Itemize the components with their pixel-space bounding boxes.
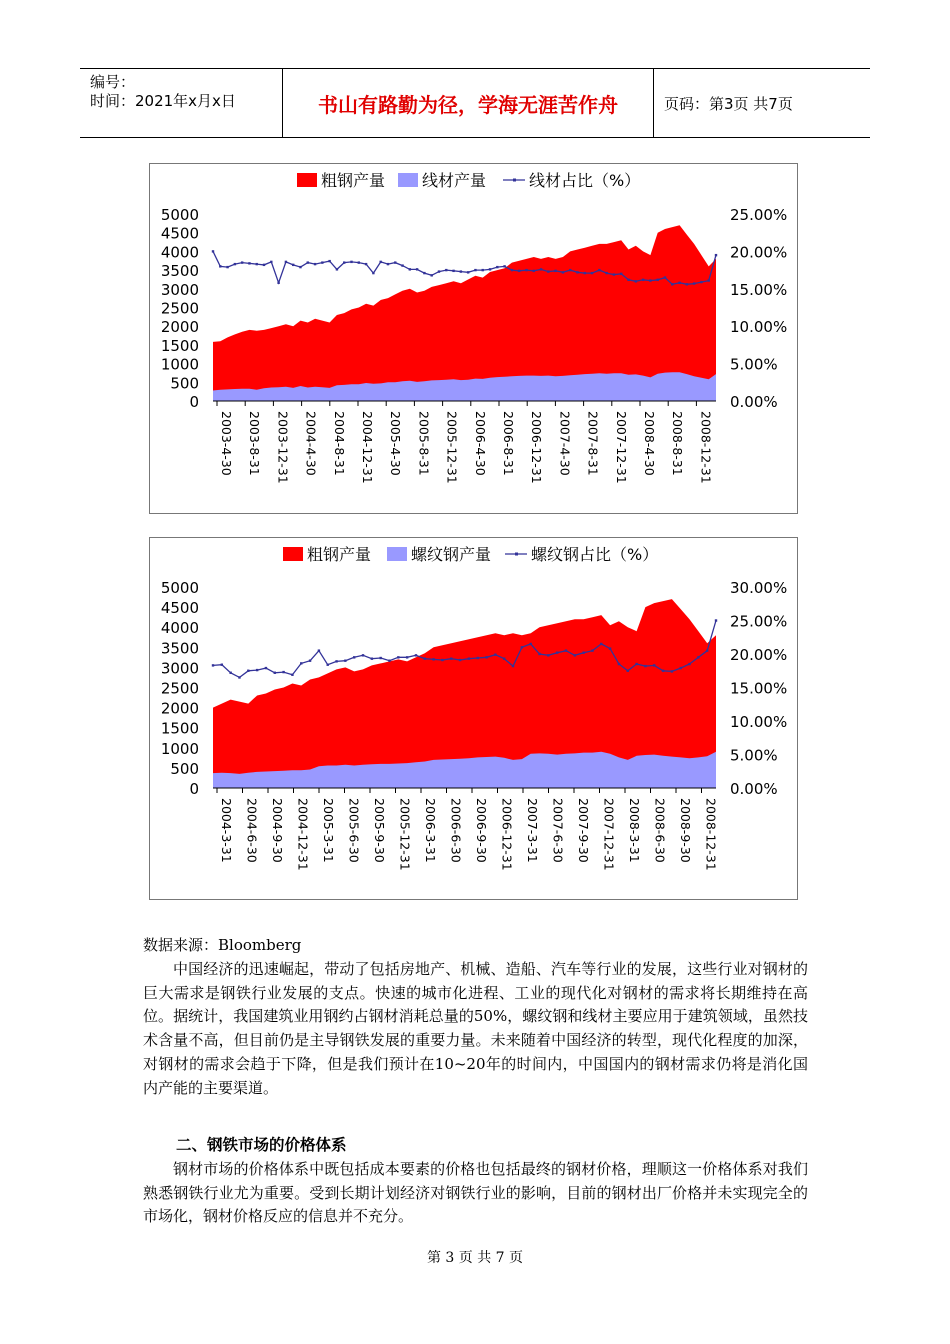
x-tick-label: 2005-12-31: [397, 798, 413, 871]
x-tick-label: 2006-9-30: [474, 798, 489, 863]
left-axis-tick-label: 4000: [160, 619, 199, 638]
share-line-point: [401, 264, 403, 266]
share-line-point: [627, 670, 629, 672]
share-line-point: [291, 674, 293, 676]
legend-label: 螺纹钢产量: [411, 545, 492, 564]
wire-rod-chart: [149, 163, 798, 514]
share-line-point: [247, 670, 249, 672]
left-axis-tick-label: 1500: [160, 336, 199, 355]
share-line-point: [489, 268, 491, 270]
share-line-point: [627, 279, 629, 281]
share-line-point: [415, 654, 417, 656]
paragraph-demand: [143, 958, 808, 1100]
x-tick-label: 2006-6-30: [448, 798, 464, 863]
paragraph-price-text: 钢材市场的价格体系中既包括成本要素的价格也包括最终的钢材价格，理顺这一价格体系对我们熟悉钢铁行业尤为重要。受到长期计划经济对钢铁行业的影响，目前的钢材出厂价格并未实现完全的市场化，钢材价格反应的信息并不充分。: [143, 1160, 808, 1226]
data-source: 数据来源：Bloomberg: [143, 936, 302, 954]
x-tick-label: 2006-8-31: [501, 411, 516, 476]
share-line-point: [277, 282, 279, 284]
share-line-point: [474, 269, 476, 271]
x-tick-label: 2004-4-30: [303, 411, 319, 476]
share-line-point: [441, 659, 443, 661]
legend-swatch-share-marker: [513, 179, 516, 182]
x-tick-label: 2006-4-30: [472, 411, 488, 476]
share-line-point: [256, 669, 258, 671]
share-line-point: [343, 261, 345, 263]
legend-swatch-share-marker: [515, 553, 518, 556]
share-line-point: [662, 670, 664, 672]
paragraph-demand-text: 中国经济的迅速崛起，带动了包括房地产、机械、造船、汽车等行业的发展，这些行业对钢材的巨大需求是钢铁行业发展的支点。快速的城市化进程、工业的现代化对钢材的需求将长期维持在高位。据统计，我国建筑业用钢约占钢材消耗总量的50%，螺纹钢和线材主要应用于建筑领域，虽然技术含量不高，但目前仍是主导钢铁发展的重要力量。未来随着中国经济的转型，现代化程度的加深，对钢材的需求会趋于下降，但是我们预计在10~20年的时间内，中国国内的钢材需求仍将是消化国内产能的主要渠道。: [143, 960, 808, 1097]
share-line-point: [256, 263, 258, 265]
share-line-point: [582, 651, 584, 653]
share-line-point: [409, 268, 411, 270]
share-line-point: [274, 672, 276, 674]
left-axis-tick-label: 1000: [160, 739, 199, 758]
share-line-point: [226, 266, 228, 268]
left-axis-tick-label: 500: [170, 374, 199, 393]
share-line-point: [379, 657, 381, 659]
share-line-point: [576, 271, 578, 273]
x-tick-label: 2004-3-31: [219, 798, 234, 863]
header-meta: [80, 69, 283, 137]
share-line-point: [248, 262, 250, 264]
share-line-point: [467, 271, 469, 273]
share-line-point: [547, 270, 549, 272]
share-line-point: [270, 261, 272, 263]
share-line-point: [485, 656, 487, 658]
share-line-point: [518, 270, 520, 272]
share-line-point: [468, 657, 470, 659]
share-line-point: [358, 261, 360, 263]
x-tick-label: 2003-4-30: [219, 411, 234, 476]
share-line-point: [635, 663, 637, 665]
x-tick-label: 2006-12-31: [499, 798, 515, 871]
x-tick-label: 2003-8-31: [247, 411, 263, 476]
share-line-point: [318, 649, 320, 651]
share-line-point: [394, 261, 396, 263]
right-axis-tick-label: 10.00%: [730, 713, 788, 731]
x-tick-label: 2007-12-31: [601, 798, 617, 871]
share-line-point: [605, 272, 607, 274]
share-line-point: [327, 664, 329, 666]
share-line-point: [574, 654, 576, 656]
left-axis-tick-label: 0: [189, 780, 199, 798]
right-axis-tick-label: 10.00%: [730, 318, 788, 337]
legend-swatch-product: [398, 173, 418, 187]
share-line-point: [372, 272, 374, 274]
x-tick-label: 2004-8-31: [331, 411, 347, 476]
share-line-point: [715, 619, 717, 621]
share-line-point: [406, 656, 408, 658]
left-axis-tick-label: 2000: [160, 318, 199, 337]
share-line-point: [365, 263, 367, 265]
share-line-point: [512, 665, 514, 667]
x-tick-label: 2008-3-31: [627, 798, 642, 863]
share-line-point: [547, 654, 549, 656]
x-tick-label: 2007-9-30: [576, 798, 591, 863]
x-tick-label: 2005-9-30: [372, 798, 387, 863]
share-line-point: [263, 264, 265, 266]
share-line-point: [353, 656, 355, 658]
share-line-point: [644, 665, 646, 667]
share-line-point: [697, 656, 699, 658]
x-tick-label: 2007-8-31: [585, 411, 601, 476]
share-line-point: [432, 658, 434, 660]
legend-swatch-crude-steel: [297, 173, 317, 187]
share-line-point: [565, 649, 567, 651]
left-axis-tick-label: 5000: [160, 579, 199, 597]
share-line-point: [671, 670, 673, 672]
paragraph-price: [143, 1158, 808, 1229]
share-line-point: [371, 657, 373, 659]
legend-label: 线材产量: [422, 171, 487, 190]
share-line-point: [300, 662, 302, 664]
share-line-point: [430, 274, 432, 276]
x-tick-label: 2006-3-31: [423, 798, 438, 863]
share-line-point: [416, 268, 418, 270]
share-line-point: [450, 657, 452, 659]
rebar-chart-svg: [150, 538, 797, 899]
share-line-point: [336, 268, 338, 270]
share-line-point: [241, 261, 243, 263]
right-axis-tick-label: 25.00%: [730, 206, 788, 224]
share-line-point: [265, 667, 267, 669]
share-line-point: [459, 659, 461, 661]
share-line-point: [229, 672, 231, 674]
right-axis-tick-label: 0.00%: [730, 393, 778, 411]
left-axis-tick-label: 5000: [160, 206, 199, 224]
share-line-point: [212, 664, 214, 666]
x-tick-label: 2008-9-30: [678, 798, 693, 863]
share-line-point: [591, 272, 593, 274]
share-line-point: [503, 657, 505, 659]
share-line-point: [344, 660, 346, 662]
share-line-point: [584, 272, 586, 274]
x-tick-label: 2004-12-31: [360, 411, 375, 484]
right-axis-tick-label: 20.00%: [730, 243, 788, 262]
share-line-point: [387, 263, 389, 265]
share-line-point: [482, 269, 484, 271]
share-line-point: [656, 279, 658, 281]
share-line-point: [452, 270, 454, 272]
share-line-point: [600, 643, 602, 645]
x-tick-label: 2007-4-30: [557, 411, 573, 476]
x-tick-label: 2004-9-30: [270, 798, 285, 863]
share-line-point: [423, 272, 425, 274]
left-axis-tick-label: 2500: [160, 299, 199, 318]
right-axis-tick-label: 5.00%: [730, 746, 778, 765]
share-line-point: [700, 281, 702, 283]
share-line-point: [285, 261, 287, 263]
left-axis-tick-label: 0: [189, 393, 199, 411]
share-line-point: [424, 657, 426, 659]
share-line-point: [521, 646, 523, 648]
share-line-point: [562, 271, 564, 273]
share-line-point: [609, 647, 611, 649]
page-footer: 第 3 页 共 7 页: [426, 1250, 524, 1266]
share-line-point: [653, 664, 655, 666]
share-line-point: [379, 261, 381, 263]
x-tick-label: 2004-12-31: [295, 798, 311, 871]
page-header: [80, 68, 870, 138]
share-line-point: [678, 282, 680, 284]
right-axis-tick-label: 30.00%: [730, 579, 788, 597]
x-tick-label: 2003-12-31: [275, 411, 291, 484]
legend-swatch-crude-steel: [283, 547, 303, 561]
share-line-point: [460, 270, 462, 272]
left-axis-tick-label: 4500: [160, 224, 199, 243]
x-tick-label: 2007-12-31: [613, 411, 629, 484]
right-axis-tick-label: 5.00%: [730, 355, 778, 374]
x-tick-label: 2005-12-31: [444, 411, 460, 484]
share-line-point: [693, 282, 695, 284]
share-line-point: [635, 280, 637, 282]
share-line-point: [388, 660, 390, 662]
left-axis-tick-label: 3500: [160, 262, 199, 281]
share-line-point: [335, 660, 337, 662]
right-axis-tick-label: 25.00%: [730, 612, 788, 631]
wire-rod-chart-svg: [150, 164, 797, 513]
x-tick-label: 2005-3-31: [321, 798, 336, 863]
share-line-point: [212, 250, 214, 252]
share-line-point: [591, 649, 593, 651]
left-axis-tick-label: 2000: [160, 699, 199, 718]
share-line-point: [309, 660, 311, 662]
left-axis-tick-label: 1500: [160, 719, 199, 738]
share-line-point: [292, 264, 294, 266]
share-line-point: [554, 270, 556, 272]
x-tick-label: 2007-6-30: [550, 798, 566, 863]
share-line-point: [664, 276, 666, 278]
share-line-point: [350, 261, 352, 263]
share-line-point: [538, 653, 540, 655]
share-line-point: [529, 643, 531, 645]
x-tick-label: 2008-8-31: [670, 411, 686, 476]
share-line-point: [299, 266, 301, 268]
share-line-point: [649, 279, 651, 281]
share-line-point: [569, 269, 571, 271]
share-line-point: [618, 663, 620, 665]
legend-label: 螺纹钢占比（%）: [531, 545, 659, 564]
share-line-point: [496, 266, 498, 268]
legend-label: 粗钢产量: [321, 171, 386, 190]
x-tick-label: 2005-4-30: [388, 411, 404, 476]
share-line-point: [706, 649, 708, 651]
right-axis-tick-label: 20.00%: [730, 646, 788, 664]
share-line-point: [438, 270, 440, 272]
x-tick-label: 2008-4-30: [642, 411, 657, 476]
share-line-point: [642, 279, 644, 281]
share-line-point: [282, 671, 284, 673]
share-line-point: [620, 273, 622, 275]
share-line-point: [688, 663, 690, 665]
legend-label: 线材占比（%）: [529, 171, 641, 190]
share-line-point: [715, 254, 717, 256]
share-line-point: [477, 657, 479, 659]
share-line-point: [494, 653, 496, 655]
right-axis-tick-label: 0.00%: [730, 780, 778, 798]
share-line-point: [556, 651, 558, 653]
share-line-point: [680, 667, 682, 669]
header-page-number: 页码：第3页 共7页: [664, 95, 793, 113]
share-line-point: [221, 664, 223, 666]
left-axis-tick-label: 4000: [160, 243, 199, 262]
share-line-point: [445, 269, 447, 271]
legend-swatch-product: [387, 547, 407, 561]
share-line-point: [321, 261, 323, 263]
x-tick-label: 2005-6-30: [346, 798, 362, 863]
x-tick-label: 2008-6-30: [652, 798, 668, 863]
x-tick-label: 2008-12-31: [703, 798, 719, 871]
x-tick-label: 2008-12-31: [698, 411, 714, 484]
share-line-point: [234, 263, 236, 265]
x-tick-label: 2004-6-30: [244, 798, 260, 863]
share-line-point: [511, 269, 513, 271]
left-axis-tick-label: 500: [170, 759, 199, 778]
share-line-point: [525, 269, 527, 271]
share-line-point: [533, 270, 535, 272]
share-line-point: [238, 676, 240, 678]
share-line-point: [708, 279, 710, 281]
x-tick-label: 2006-12-31: [529, 411, 545, 484]
share-line-point: [671, 283, 673, 285]
share-line-point: [307, 261, 309, 263]
share-line-point: [314, 263, 316, 265]
left-axis-tick-label: 1000: [160, 355, 199, 374]
header-number: 编号：: [90, 73, 136, 91]
header-time: 时间：2021年x月x日: [90, 92, 236, 110]
share-line-point: [397, 656, 399, 658]
share-line-point: [362, 654, 364, 656]
x-tick-label: 2005-8-31: [416, 411, 432, 476]
crude-steel-area-series: [213, 225, 716, 401]
right-axis-tick-label: 15.00%: [730, 280, 788, 299]
share-line-point: [503, 265, 505, 267]
section-title: 二、钢铁市场的价格体系: [176, 1136, 347, 1154]
share-line-point: [328, 260, 330, 262]
left-axis-tick-label: 3500: [160, 639, 199, 658]
left-axis-tick-label: 2500: [160, 679, 199, 698]
share-line-point: [613, 273, 615, 275]
left-axis-tick-label: 4500: [160, 599, 199, 618]
share-line-point: [686, 283, 688, 285]
right-axis-tick-label: 15.00%: [730, 679, 788, 698]
share-line-point: [219, 265, 221, 267]
rebar-chart: [149, 537, 798, 900]
x-tick-label: 2007-3-31: [525, 798, 540, 863]
left-axis-tick-label: 3000: [160, 659, 199, 678]
share-line-point: [540, 268, 542, 270]
header-motto: 书山有路勤为径，学海无涯苦作舟: [283, 69, 654, 137]
legend-label: 粗钢产量: [307, 545, 372, 564]
share-line-point: [598, 269, 600, 271]
left-axis-tick-label: 3000: [160, 280, 199, 299]
